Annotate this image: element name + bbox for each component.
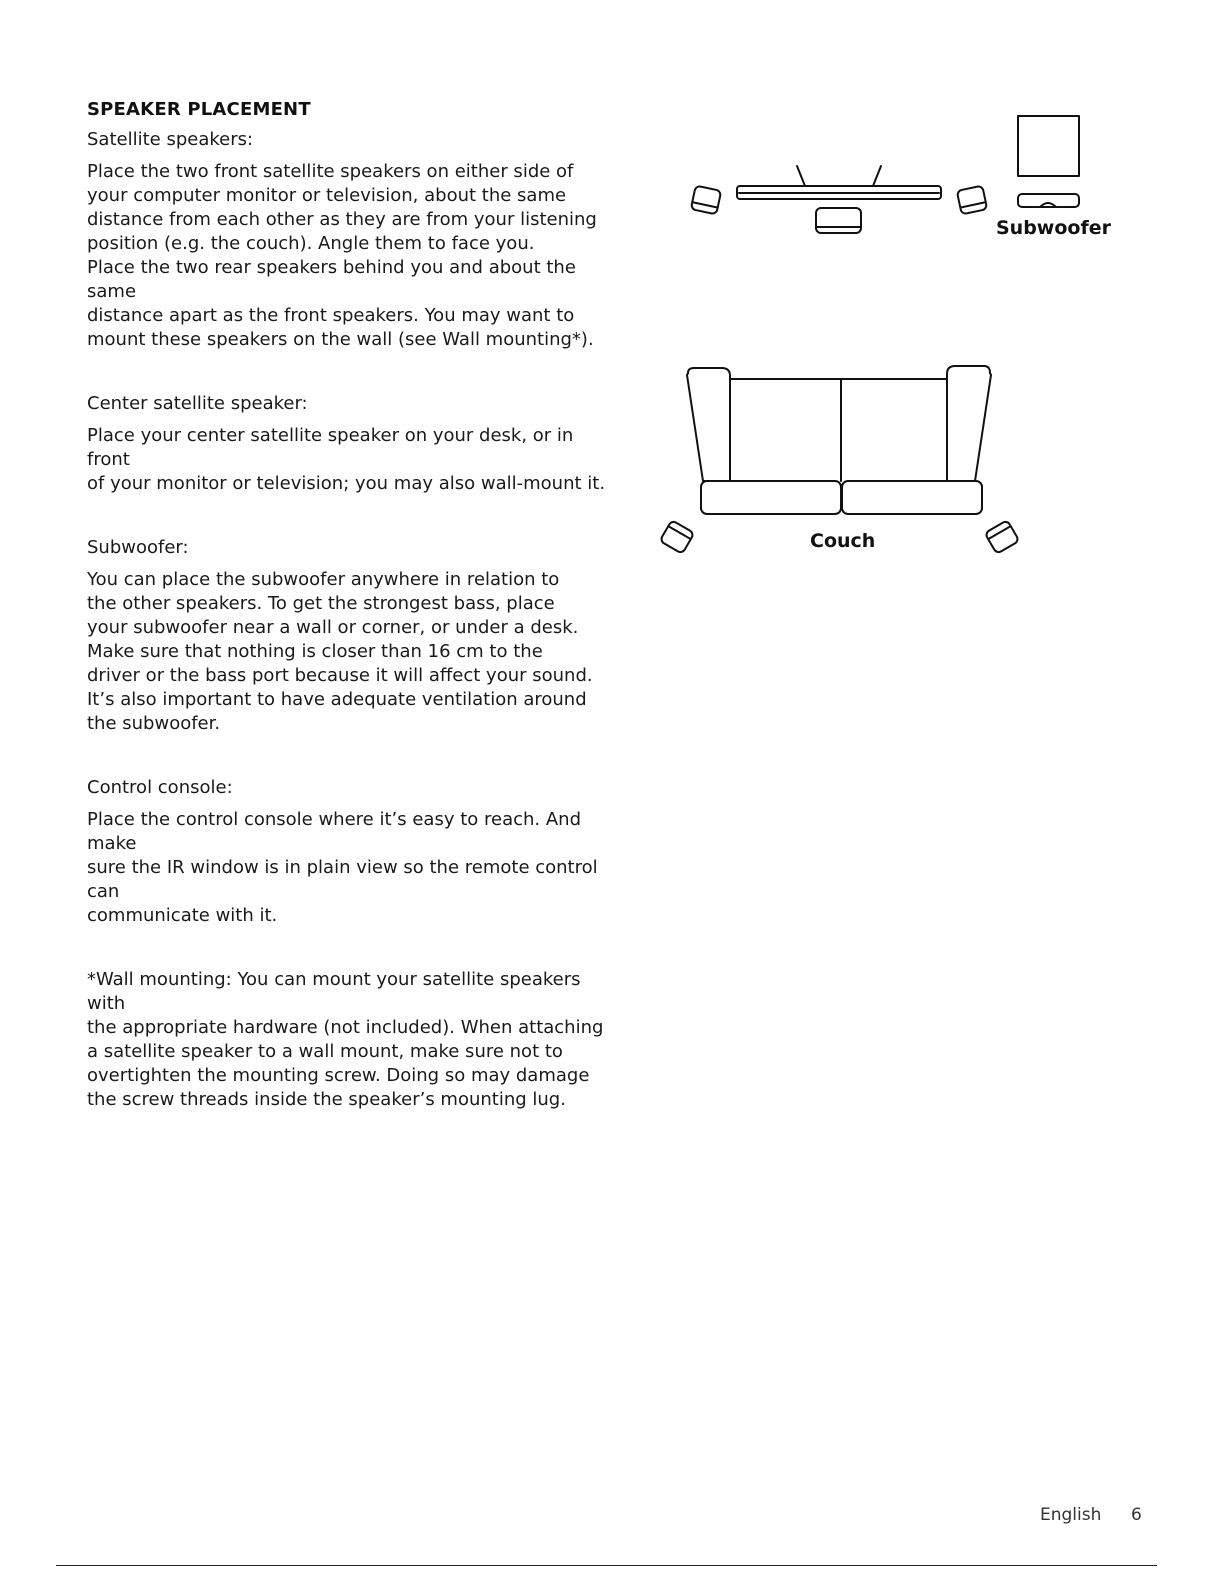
text-column — [87, 98, 617, 1112]
satellite-speakers-label: Satellite speakers: — [87, 129, 254, 150]
footer-language: English — [1040, 1505, 1102, 1525]
front-right-speaker-icon — [957, 186, 987, 215]
subwoofer-label: Subwoofer: — [87, 537, 189, 558]
couch-icon — [687, 366, 991, 514]
page-number: 6 — [1131, 1505, 1142, 1525]
control-console-label: Control console: — [87, 777, 233, 798]
satellite-speakers-text: Place the two front satellite speakers on either side of your computer monitor or television, about the same distance from each other as they are from your listening position (e.g. the couch). Angle them to face you. Place the two rear speakers behind you and about the same distance apart as the front speakers. You may want to mount these speakers on the wall (see Wall mounting*). — [87, 161, 597, 350]
rear-left-speaker-icon — [660, 520, 695, 554]
center-speaker-icon — [816, 208, 861, 233]
subwoofer-icon — [1018, 116, 1079, 207]
control-console-text: Place the control console where it’s easy to reach. And make sure the IR window is in plain view so the remote control can communicate with it. — [87, 809, 598, 926]
rear-right-speaker-icon — [985, 520, 1020, 554]
couch-caption: Couch — [810, 530, 876, 552]
footer-divider — [56, 1565, 1157, 1566]
wall-mounting-note: *Wall mounting: You can mount your satellite speakers with the appropriate hardware (not included). When attaching a satellite speaker to a wall mount, make sure not to overtighten the mounting screw. Doing so may damage the screw threads inside the speaker’s mounting lug. — [87, 969, 604, 1110]
subwoofer-caption: Subwoofer — [996, 217, 1111, 239]
front-left-speaker-icon — [691, 186, 721, 215]
speaker-placement-diagram — [650, 100, 1130, 580]
section-heading: SPEAKER PLACEMENT — [87, 99, 311, 120]
center-speaker-text: Place your center satellite speaker on your desk, or in front of your monitor or television; you may also wall-mount it. — [87, 425, 606, 494]
center-speaker-label: Center satellite speaker: — [87, 393, 308, 414]
tv-icon — [737, 166, 941, 199]
subwoofer-text: You can place the subwoofer anywhere in relation to the other speakers. To get the strongest bass, place your subwoofer near a wall or corner, or under a desk. Make sure that nothing is closer than 16 cm to the driver or the bass port because it will affect your sound. It’s also important to have adequate ventilation around the subwoofer. — [87, 569, 593, 734]
